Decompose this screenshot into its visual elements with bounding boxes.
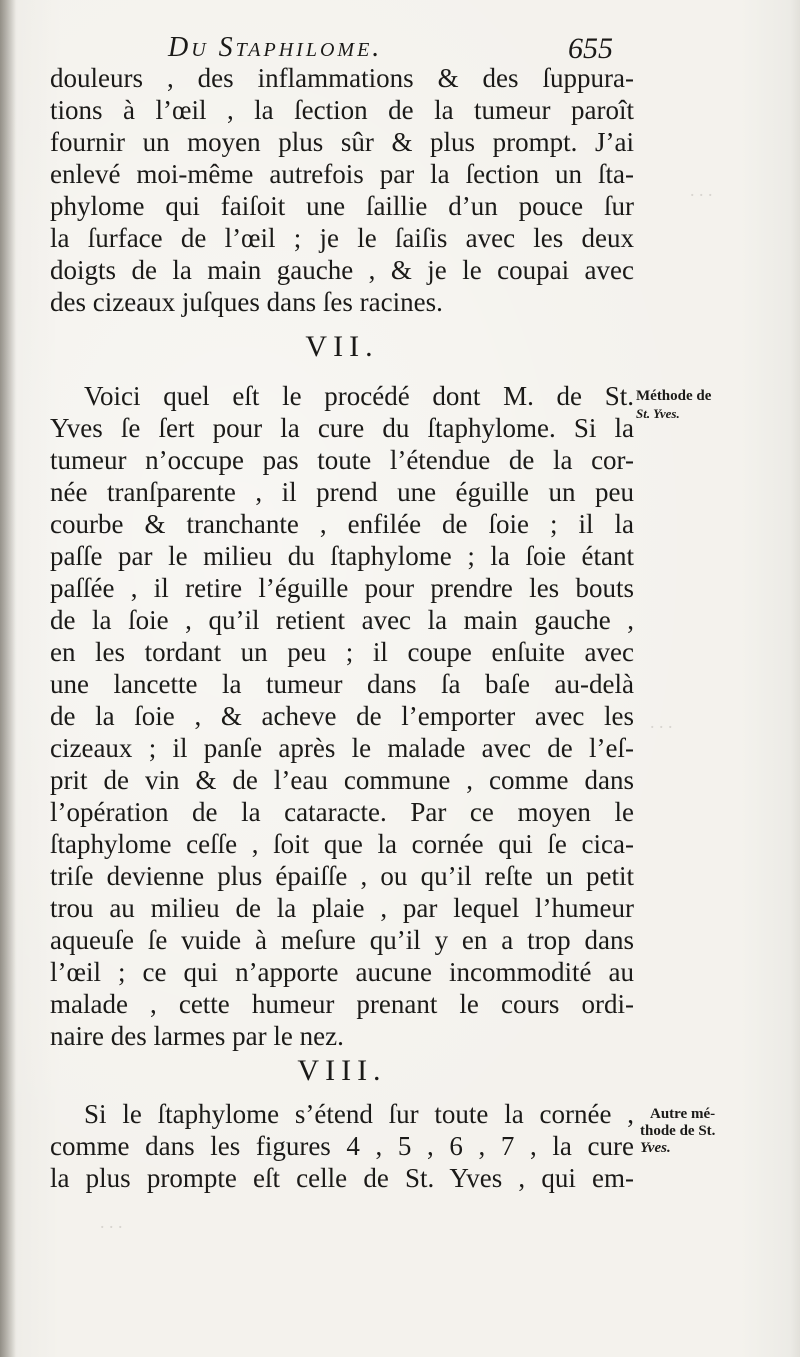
text-line: fournir un moyen plus sûr & plus prompt. J’ai [50, 127, 634, 157]
text-line: phylome qui faiſoit une ſaillie d’un pouce ſur [50, 191, 634, 221]
text-line: cizeaux ; il panſe après le malade avec de l’eſ- [50, 733, 634, 763]
text-line: douleurs , des inflammations & des ſuppura- [50, 63, 634, 93]
margin-note-method [636, 388, 711, 422]
text-line: l’œil ; ce qui n’apporte aucune incommodité au [50, 957, 634, 987]
text-line: tumeur n’occupe pas toute l’étendue de la cor- [50, 445, 634, 475]
text-line: naire des larmes par le nez. [50, 1021, 344, 1051]
text-line: Voici quel eſt le procédé dont M. de St. [84, 381, 634, 411]
text-line: paſſée , il retire l’éguille pour prendre les bouts [50, 573, 634, 603]
section-heading-8: VIII. [297, 1054, 387, 1087]
text-line: doigts de la main gauche , & je le coupai avec [50, 255, 634, 285]
text-line: trou au milieu de la plaie , par lequel l’humeur [50, 893, 634, 923]
margin-note-line: St. Yves. [636, 406, 680, 421]
text-line: courbe & tranchante , enfilée de ſoie ; il la [50, 509, 634, 539]
text-line: Yves ſe ſert pour la cure du ſtaphylome. Si la [50, 413, 634, 443]
text-line: la ſurface de l’œil ; je le ſaiſis avec les deux [50, 223, 634, 253]
text-line: enlevé moi-même autrefois par la ſection un ſta- [50, 159, 634, 189]
margin-note-line: Yves. [640, 1140, 671, 1156]
text-line: de la ſoie , & acheve de l’emporter avec les [50, 701, 634, 731]
show-through-mark: . . . [100, 1212, 123, 1232]
text-line: Si le ſtaphylome s’étend ſur toute la cornée , [84, 1099, 634, 1129]
text-line: de la ſoie , qu’il retient avec la main gauche , [50, 605, 634, 635]
text-line: une lancette la tumeur dans ſa baſe au-delà [50, 669, 634, 699]
margin-note-other-method [640, 1106, 716, 1157]
section-heading-7: VII. [305, 330, 379, 363]
text-line: des cizeaux juſques dans ſes racines. [50, 287, 443, 317]
text-line: aqueuſe ſe vuide à meſure qu’il y en a trop dans [50, 925, 634, 955]
margin-note-line: Méthode de [636, 388, 712, 404]
text-line: paſſe par le milieu du ſtaphylome ; la ſoie étant [50, 541, 634, 571]
text-line: ſtaphylome ceſſe , ſoit que la cornée qui ſe cica- [50, 829, 634, 859]
margin-note-line: Autre mé- [650, 1106, 716, 1122]
show-through-mark: . . . [690, 180, 713, 200]
page-number: 655 [568, 32, 613, 65]
margin-note-line: thode de St. [640, 1123, 716, 1139]
text-line: l’opération de la cataracte. Par ce moyen le [50, 797, 634, 827]
text-line: tions à l’œil , la ſection de la tumeur paroît [50, 95, 634, 125]
text-line: malade , cette humeur prenant le cours ordi- [50, 989, 634, 1019]
text-line: née tranſparente , il prend une éguille un peu [50, 477, 634, 507]
text-line: en les tordant un peu ; il coupe enſuite avec [50, 637, 634, 667]
text-line: prit de vin & de l’eau commune , comme dans [50, 765, 634, 795]
text-line: triſe devienne plus épaiſſe , ou qu’il reſte un petit [50, 861, 634, 891]
gutter-shadow [0, 0, 16, 1357]
text-line: comme dans les figures 4 , 5 , 6 , 7 , la cure [50, 1131, 634, 1161]
show-through-mark: . . . [650, 712, 673, 732]
running-head: Du Staphilome. [168, 32, 383, 63]
text-line: la plus prompte eſt celle de St. Yves , qui em- [50, 1163, 634, 1193]
